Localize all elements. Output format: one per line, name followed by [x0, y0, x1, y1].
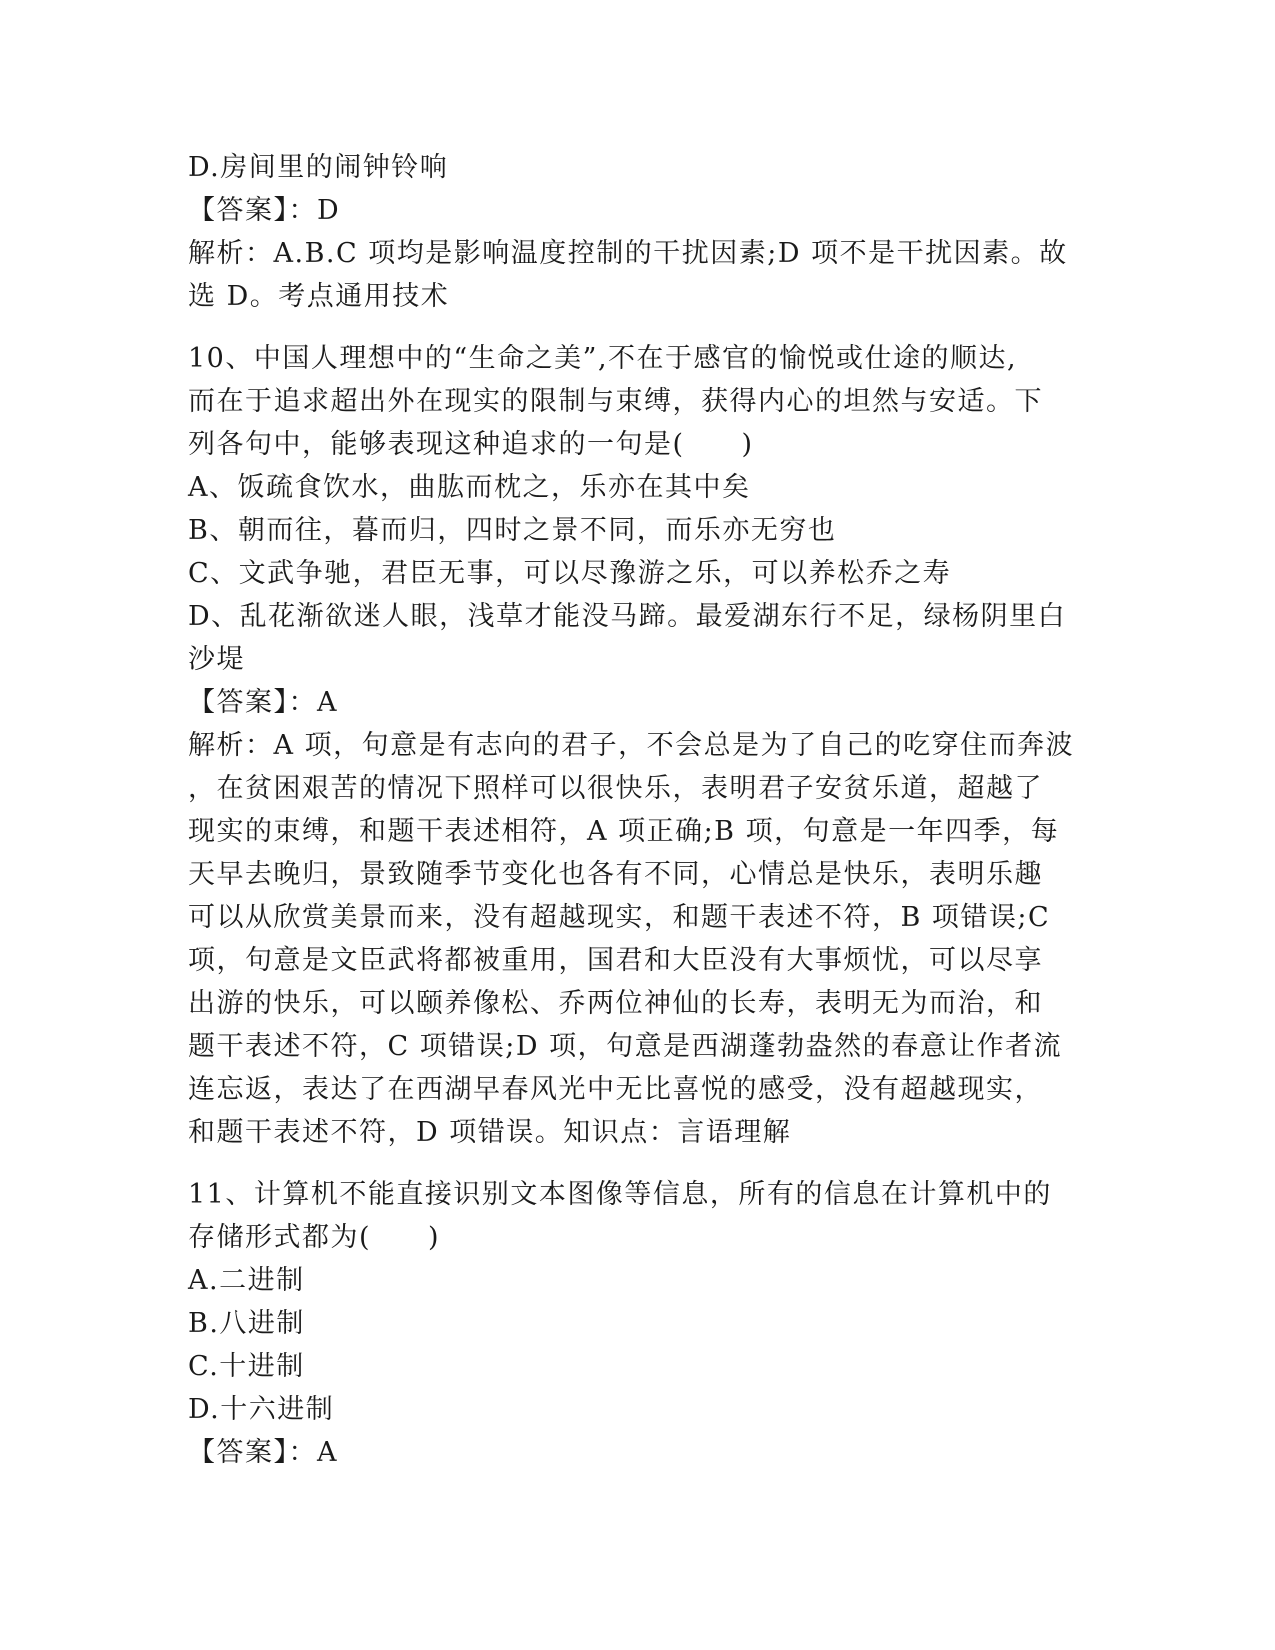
answer-line: 【答案】：A [188, 687, 338, 718]
analysis-line: 现实的束缚，和题干表述相符，A 项正确;B 项，句意是一年四季，每 [188, 816, 1060, 847]
question-10 [188, 337, 1088, 1154]
analysis-line: 连忘返，表达了在西湖早春风光中无比喜悦的感受，没有超越现实， [188, 1074, 1043, 1105]
option-a: A、饭疏食饮水，曲肱而枕之，乐亦在其中矣 [188, 472, 751, 503]
question-9-tail [188, 146, 1088, 318]
question-stem-line: 11、计算机不能直接识别文本图像等信息，所有的信息在计算机中的 [188, 1179, 1052, 1210]
analysis-line: ，在贫困艰苦的情况下照样可以很快乐，表明君子安贫乐道，超越了 [188, 773, 1043, 804]
option-d: D.房间里的闹钟铃响 [188, 152, 449, 183]
spacer [188, 318, 1088, 337]
option-b: B、朝而往，暮而归，四时之景不同，而乐亦无穷也 [188, 515, 837, 546]
option-d: D.十六进制 [188, 1394, 335, 1425]
question-stem-line: 存储形式都为( ) [188, 1222, 441, 1253]
question-stem-line: 而在于追求超出外在现实的限制与束缚，获得内心的坦然与安适。下 [188, 386, 1043, 417]
analysis-line: 可以从欣赏美景而来，没有超越现实，和题干表述不符，B 项错误;C [188, 902, 1051, 933]
answer-line: 【答案】：D [188, 195, 341, 226]
option-c: C.十进制 [188, 1351, 305, 1382]
analysis-line: 题干表述不符，C 项错误;D 项，句意是西湖蓬勃盎然的春意让作者流 [188, 1031, 1063, 1062]
analysis-line: 出游的快乐，可以颐养像松、乔两位神仙的长寿，表明无为而治，和 [188, 988, 1043, 1019]
option-c: C、文武争驰，君臣无事，可以尽豫游之乐，可以养松乔之寿 [188, 558, 952, 589]
analysis-line: 解析：A.B.C 项均是影响温度控制的干扰因素;D 项不是干扰因素。故 [188, 238, 1068, 269]
analysis-line: 项，句意是文臣武将都被重用，国君和大臣没有大事烦忧，可以尽享 [188, 945, 1043, 976]
option-d: D、乱花渐欲迷人眼，浅草才能没马蹄。最爱湖东行不足，绿杨阴里白 [188, 601, 1067, 632]
document-page [188, 146, 1088, 1474]
analysis-line: 解析：A 项，句意是有志向的君子，不会总是为了自己的吃穿住而奔波 [188, 730, 1075, 761]
option-d-continued: 沙堤 [188, 644, 245, 675]
analysis-line: 和题干表述不符，D 项错误。知识点：言语理解 [188, 1117, 792, 1148]
question-stem-line: 10、中国人理想中的“生命之美”,不在于感官的愉悦或仕途的顺达, [188, 343, 1018, 374]
question-11 [188, 1173, 1088, 1474]
answer-line: 【答案】：A [188, 1437, 338, 1468]
option-b: B.八进制 [188, 1308, 305, 1339]
analysis-line: 选 D。考点通用技术 [188, 281, 450, 312]
analysis-line: 天早去晚归，景致随季节变化也各有不同，心情总是快乐，表明乐趣 [188, 859, 1043, 890]
spacer [188, 1154, 1088, 1173]
question-stem-line: 列各句中，能够表现这种追求的一句是( ) [188, 429, 754, 460]
option-a: A.二进制 [188, 1265, 305, 1296]
